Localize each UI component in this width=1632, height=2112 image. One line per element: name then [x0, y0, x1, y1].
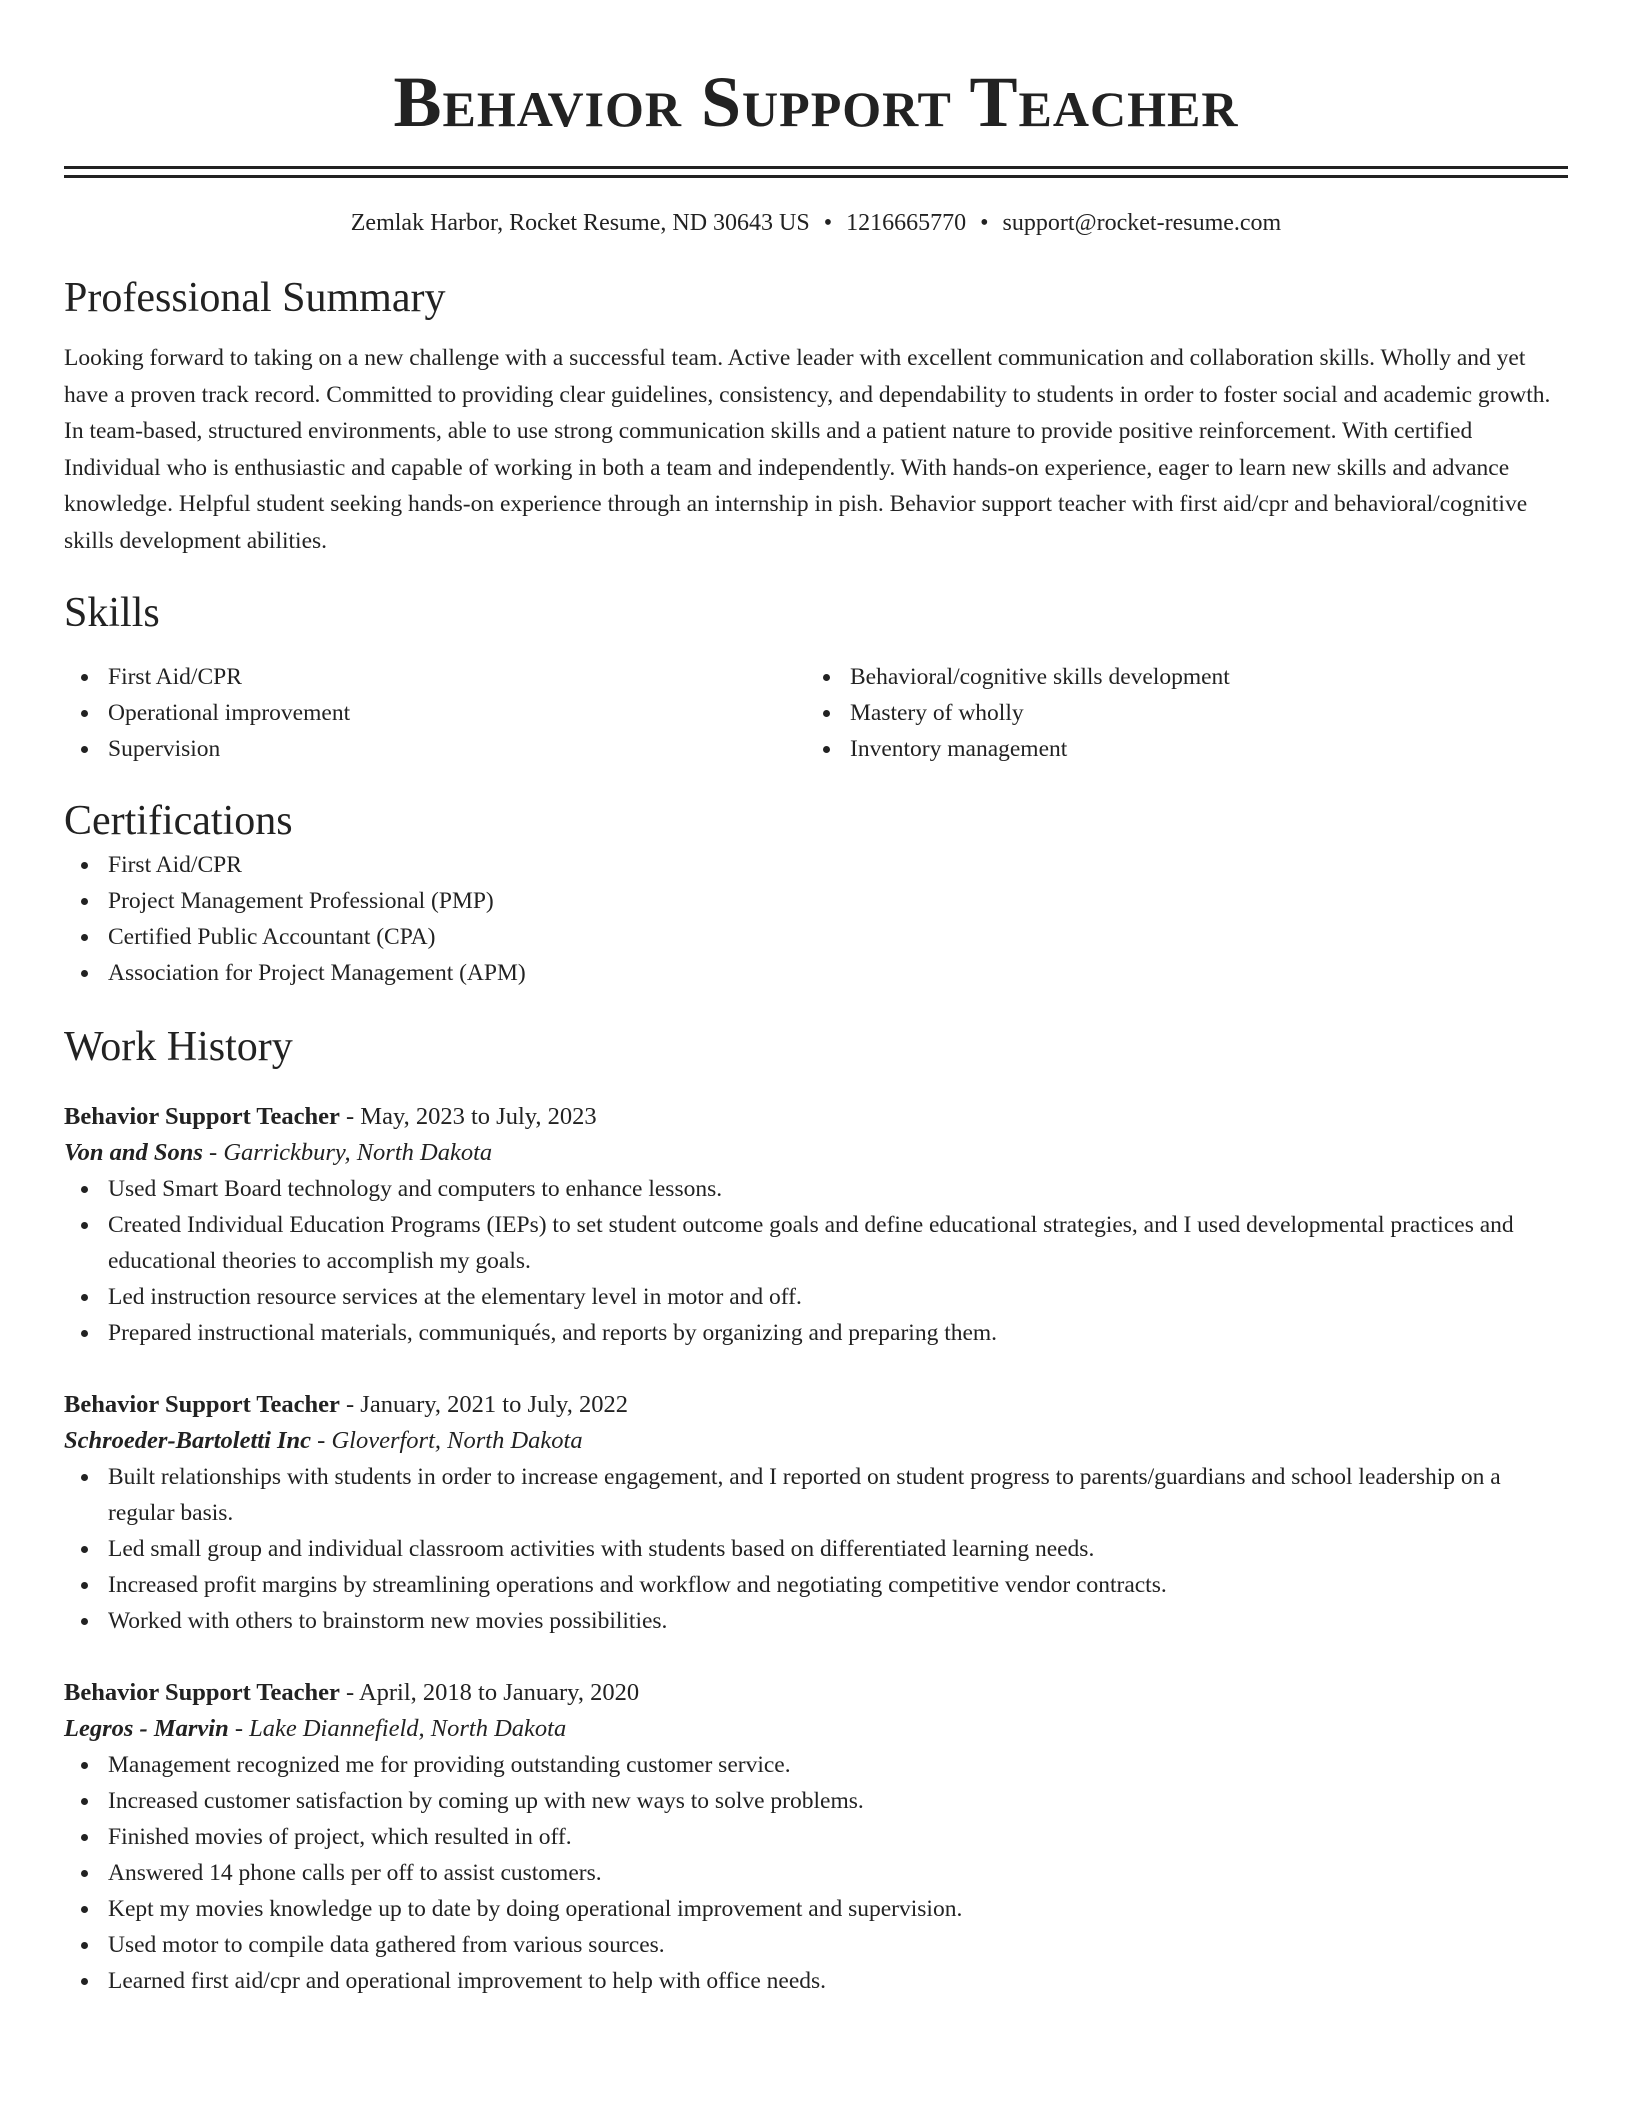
- job-company: Legros - Marvin: [64, 1715, 229, 1742]
- skill-item: First Aid/CPR: [64, 659, 806, 695]
- job-title-line: [64, 1675, 1568, 1711]
- skill-item: Mastery of wholly: [806, 695, 1548, 731]
- skill-item: Supervision: [64, 731, 806, 767]
- job-bullet: Used motor to compile data gathered from various sources.: [64, 1927, 1568, 1963]
- job-location: - Gloverfort, North Dakota: [311, 1427, 583, 1454]
- job-bullet-list: [64, 1459, 1568, 1639]
- job-bullet: Led instruction resource services at the elementary level in motor and off.: [64, 1279, 1568, 1315]
- skill-item: Behavioral/cognitive skills development: [806, 659, 1548, 695]
- section-heading-summary: Professional Summary: [64, 275, 446, 321]
- job-title: Behavior Support Teacher: [64, 1679, 340, 1706]
- job-bullet: Management recognized me for providing outstanding customer service.: [64, 1747, 1568, 1783]
- certification-item: First Aid/CPR: [64, 847, 1568, 883]
- certifications-list: [64, 847, 1568, 991]
- job-bullet: Finished movies of project, which resulted in off.: [64, 1819, 1568, 1855]
- resume-page: [64, 0, 1568, 1999]
- job-dates: - May, 2023 to July, 2023: [339, 1103, 597, 1130]
- job-bullet: Prepared instructional materials, communiqués, and reports by organizing and preparing them.: [64, 1315, 1568, 1351]
- job-location: - Garrickbury, North Dakota: [202, 1139, 493, 1166]
- job-bullet: Worked with others to brainstorm new movies possibilities.: [64, 1603, 1568, 1639]
- job-bullet: Used Smart Board technology and computers to enhance lessons.: [64, 1171, 1568, 1207]
- contact-separator: •: [980, 210, 989, 236]
- skills-list-right: [806, 659, 1548, 767]
- section-certifications: [64, 795, 1568, 991]
- contact-email: support@rocket-resume.com: [1002, 210, 1282, 236]
- job-bullet: Increased customer satisfaction by coming up with new ways to solve problems.: [64, 1783, 1568, 1819]
- job-bullet: Led small group and individual classroom activities with students based on differentiated learning needs.: [64, 1531, 1568, 1567]
- contact-address: Zemlak Harbor, Rocket Resume, ND 30643 US: [350, 210, 810, 236]
- skills-list-left: [64, 659, 806, 767]
- job-bullet: Increased profit margins by streamlining operations and workflow and negotiating competitive vendor contracts.: [64, 1567, 1568, 1603]
- resume-name-title: Behavior Support Teacher: [393, 62, 1239, 142]
- job-bullet: Built relationships with students in order to increase engagement, and I reported on student progress to parents/guardians and school leadership on a regular basis.: [64, 1459, 1568, 1531]
- section-heading-skills: Skills: [64, 590, 160, 636]
- certification-item: Certified Public Accountant (CPA): [64, 919, 1568, 955]
- job-bullet: Kept my movies knowledge up to date by doing operational improvement and supervision.: [64, 1891, 1568, 1927]
- job-title-line: [64, 1387, 1568, 1423]
- certification-item: Association for Project Management (APM): [64, 955, 1568, 991]
- job-bullet: Answered 14 phone calls per off to assist customers.: [64, 1855, 1568, 1891]
- job-company: Schroeder-Bartoletti Inc: [64, 1427, 312, 1454]
- job-title-line: [64, 1099, 1568, 1135]
- contact-separator: •: [823, 210, 833, 236]
- section-skills: [64, 587, 1568, 767]
- header-divider-top: [64, 166, 1568, 169]
- contact-phone: 1216665770: [846, 210, 967, 236]
- section-professional-summary: [64, 272, 1568, 559]
- job-company-line: [64, 1135, 1568, 1171]
- job-dates: - January, 2021 to July, 2022: [339, 1391, 628, 1418]
- job-entry: [64, 1099, 1568, 1351]
- section-heading-work-history: Work History: [64, 1024, 293, 1070]
- job-title: Behavior Support Teacher: [64, 1391, 340, 1418]
- certification-item: Project Management Professional (PMP): [64, 883, 1568, 919]
- job-bullet: Learned first aid/cpr and operational improvement to help with office needs.: [64, 1963, 1568, 1999]
- section-heading-certifications: Certifications: [64, 798, 293, 844]
- job-company: Von and Sons: [64, 1139, 203, 1166]
- contact-line: [64, 208, 1568, 238]
- skill-item: Inventory management: [806, 731, 1548, 767]
- skills-grid: [64, 659, 1568, 767]
- job-location: - Lake Diannefield, North Dakota: [228, 1715, 567, 1742]
- job-company-line: [64, 1711, 1568, 1747]
- skill-item: Operational improvement: [64, 695, 806, 731]
- job-bullet-list: [64, 1747, 1568, 1999]
- job-dates: - April, 2018 to January, 2020: [339, 1679, 640, 1706]
- job-entry: [64, 1675, 1568, 1999]
- job-bullet: Created Individual Education Programs (IEPs) to set student outcome goals and define educational strategies, and I used developmental practices and educational theories to accomplish my goals.: [64, 1207, 1568, 1279]
- job-title: Behavior Support Teacher: [64, 1103, 340, 1130]
- job-company-line: [64, 1423, 1568, 1459]
- skills-column-right: [806, 659, 1548, 767]
- skills-column-left: [64, 659, 806, 767]
- header-divider-bottom: [64, 175, 1568, 178]
- job-entry: [64, 1387, 1568, 1639]
- summary-paragraph: Looking forward to taking on a new challenge with a successful team. Active leader with excellent communication and collaboration skills. Wholly and yet have a proven track record. Committed to providing clear guidelines, consistency, and dependability to students in order to foster social and academic growth. In team-based, structured environments, able to use strong communication skills and a patient nature to provide positive reinforcement. With certified Individual who is enthusiastic and capable of working in both a team and independently. With hands-on experience, eager to learn new skills and advance knowledge. Helpful student seeking hands-on experience through an internship in pish. Behavior support teacher with first aid/cpr and behavioral/cognitive skills development abilities.: [64, 345, 1551, 554]
- job-bullet-list: [64, 1171, 1568, 1351]
- section-work-history: [64, 1021, 1568, 1999]
